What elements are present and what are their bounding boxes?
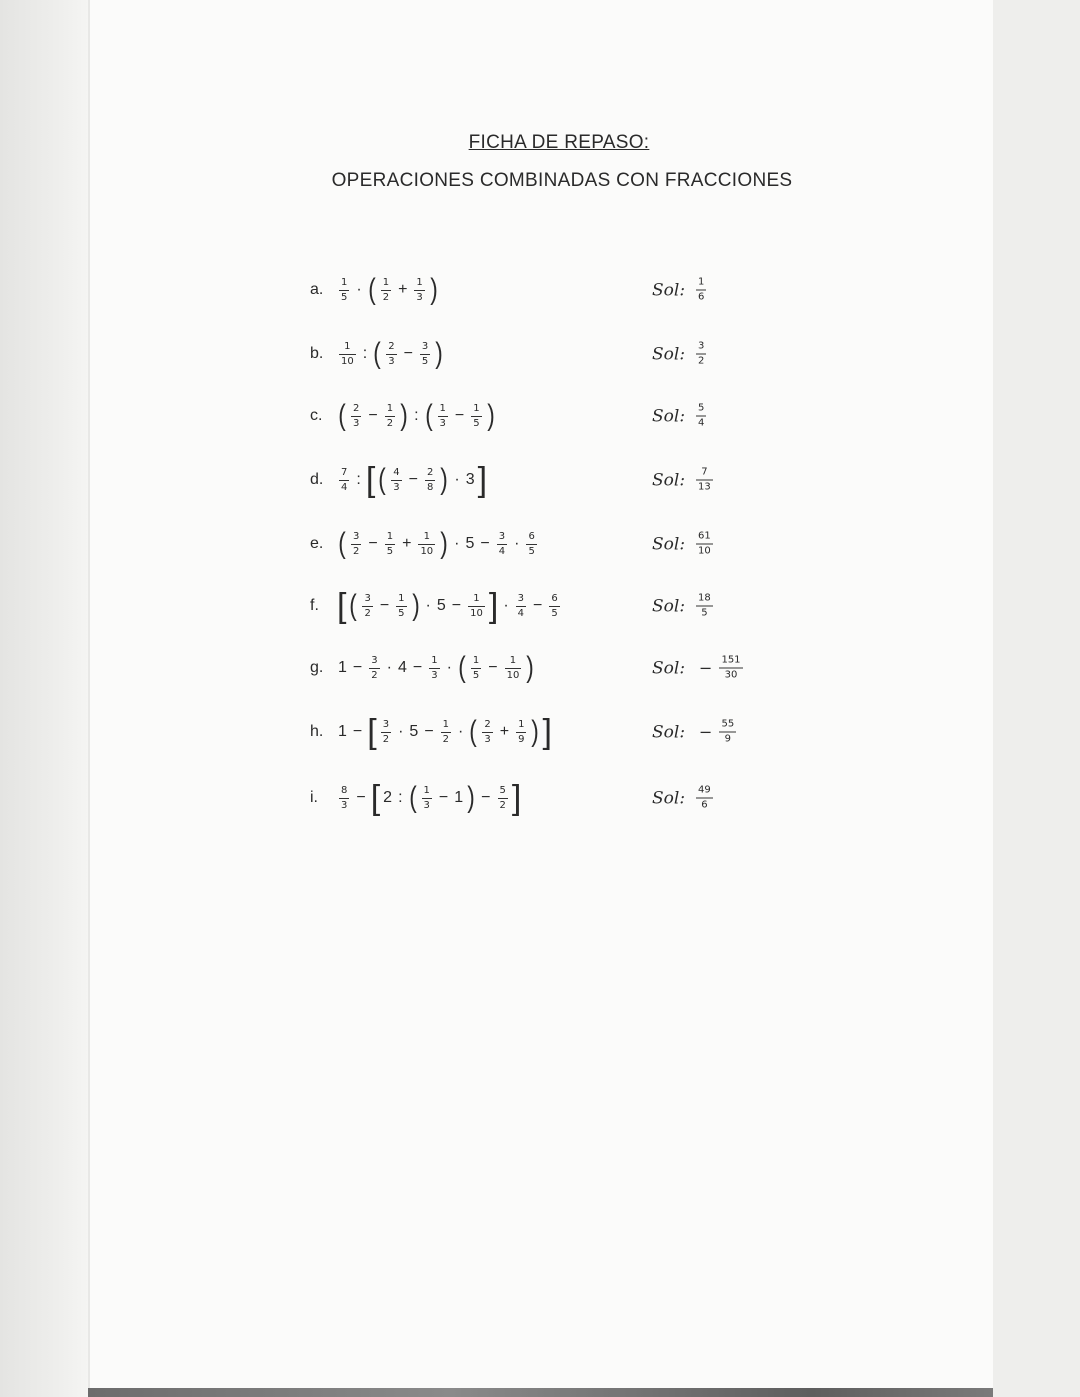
denominator: 2 <box>386 417 394 429</box>
exercise-row-b <box>0 326 1080 382</box>
denominator: 4 <box>498 545 506 557</box>
fraction <box>339 278 349 303</box>
fraction <box>441 720 451 745</box>
fraction-bar <box>482 732 492 733</box>
denominator: 3 <box>341 799 348 811</box>
denominator: 8 <box>427 481 434 493</box>
operator: : <box>356 471 361 488</box>
fraction <box>369 656 379 681</box>
numerator: 8 <box>341 784 348 796</box>
numerator: 1 <box>431 654 438 666</box>
fraction <box>339 786 349 811</box>
solution-label: Sol: <box>652 534 686 554</box>
fraction-bar <box>429 668 439 669</box>
solution-fraction <box>696 532 713 557</box>
denominator: 6 <box>698 291 705 303</box>
solution-fraction <box>719 656 742 681</box>
denominator: 3 <box>439 417 446 429</box>
exercise-letter: c. <box>310 407 323 424</box>
denominator: 3 <box>388 355 395 367</box>
solution-fraction <box>696 342 706 367</box>
fraction-bar <box>516 606 526 607</box>
fraction-bar <box>696 354 706 355</box>
fraction <box>497 532 507 557</box>
denominator: 5 <box>701 607 708 619</box>
denominator: 6 <box>701 799 708 811</box>
numerator: 6 <box>528 530 535 542</box>
bracket: [ <box>337 587 347 625</box>
bracket: ] <box>477 461 488 499</box>
exercise-row-e <box>0 516 1080 572</box>
denominator: 2 <box>364 607 371 619</box>
fraction <box>438 404 448 429</box>
fraction <box>351 404 361 429</box>
integer: 5 <box>409 723 419 740</box>
denominator: 4 <box>517 607 525 619</box>
fraction-bar <box>471 416 481 417</box>
denominator: 2 <box>382 733 390 745</box>
fraction-bar <box>396 606 406 607</box>
numerator: 4 <box>393 466 400 478</box>
solution-sign: − <box>699 658 713 678</box>
operator: · <box>454 471 460 488</box>
fraction-bar <box>505 668 522 669</box>
exercise-letter: d. <box>310 471 324 488</box>
fraction-bar <box>696 480 713 481</box>
operator: − <box>438 789 449 806</box>
numerator: 1 <box>423 784 430 796</box>
fraction-bar <box>425 480 435 481</box>
operator: − <box>356 789 366 806</box>
exercise-letter: e. <box>310 535 324 552</box>
numerator: 3 <box>382 718 390 730</box>
solution <box>652 532 716 557</box>
numerator: 2 <box>353 402 360 414</box>
parenthesis: ) <box>400 399 408 432</box>
exercise-row-g <box>0 640 1080 696</box>
operator: − <box>412 659 423 676</box>
fraction <box>362 594 372 619</box>
exercise-row-d <box>0 452 1080 508</box>
fraction-bar <box>497 544 507 545</box>
operator: − <box>451 597 462 614</box>
fraction <box>422 786 432 811</box>
fraction-bar <box>441 732 451 733</box>
bracket: ] <box>511 779 522 817</box>
solution-label: Sol: <box>652 344 686 364</box>
numerator: 1 <box>344 340 351 352</box>
operator: − <box>352 723 363 740</box>
denominator: 5 <box>341 291 348 303</box>
exercise-expression <box>336 275 440 305</box>
numerator: 1 <box>423 530 430 542</box>
parenthesis: ( <box>458 651 466 684</box>
fraction-bar <box>438 416 448 417</box>
parenthesis: ) <box>440 463 449 496</box>
fraction-bar <box>516 732 526 733</box>
numerator: 49 <box>698 784 711 796</box>
denominator: 10 <box>420 545 434 557</box>
fraction <box>381 278 391 303</box>
fraction-bar <box>391 480 401 481</box>
fraction-bar <box>339 798 349 799</box>
fraction <box>414 278 424 303</box>
fraction <box>549 594 559 619</box>
integer: 1 <box>338 659 347 676</box>
fraction <box>396 594 406 619</box>
numerator: 3 <box>517 592 525 604</box>
parenthesis: ( <box>408 781 417 814</box>
fraction-bar <box>362 606 372 607</box>
numerator: 1 <box>382 276 390 288</box>
exercise-expression <box>336 589 563 623</box>
fraction-bar <box>381 290 391 291</box>
fraction-bar <box>339 290 349 291</box>
numerator: 5 <box>499 784 506 796</box>
operator: · <box>425 597 431 614</box>
numerator: 1 <box>518 718 525 730</box>
parenthesis: ( <box>367 273 376 306</box>
fraction-bar <box>696 798 713 799</box>
fraction-bar <box>385 544 395 545</box>
fraction <box>385 532 395 557</box>
integer: 1 <box>338 723 347 740</box>
bracket: [ <box>365 461 376 499</box>
denominator: 2 <box>698 355 705 367</box>
denominator: 10 <box>506 669 520 681</box>
exercise-expression <box>336 463 488 497</box>
parenthesis: ) <box>467 781 475 814</box>
fraction <box>505 656 522 681</box>
fraction-bar <box>422 798 432 799</box>
solution <box>652 342 709 367</box>
numerator: 55 <box>721 718 735 730</box>
exercise-letter: a. <box>310 281 324 298</box>
operator: − <box>481 789 491 806</box>
exercise-expression <box>336 781 522 815</box>
integer: 5 <box>465 535 475 552</box>
fraction-bar <box>696 606 713 607</box>
fraction <box>468 594 485 619</box>
operator: − <box>368 407 378 424</box>
operator: − <box>480 535 490 552</box>
fraction-bar <box>381 732 391 733</box>
bracket: [ <box>367 713 377 751</box>
numerator: 3 <box>371 654 378 666</box>
fraction <box>516 594 526 619</box>
parenthesis: ( <box>469 715 478 748</box>
numerator: 1 <box>341 276 348 288</box>
solution <box>652 786 716 811</box>
operator: − <box>403 345 413 362</box>
numerator: 3 <box>353 530 360 542</box>
bracket: ] <box>542 713 552 751</box>
fraction-bar <box>351 544 361 545</box>
denominator: 9 <box>518 733 525 745</box>
solution <box>652 278 709 303</box>
exercise-letter: i. <box>310 789 318 806</box>
operator: − <box>379 597 390 614</box>
exercise-letter: f. <box>310 597 319 614</box>
parenthesis: ) <box>435 337 444 370</box>
fraction <box>339 342 356 367</box>
integer: 5 <box>436 597 446 614</box>
numerator: 1 <box>386 402 394 414</box>
exercise-row-h <box>0 704 1080 760</box>
fraction <box>471 656 481 681</box>
denominator: 4 <box>341 481 348 493</box>
numerator: 1 <box>442 718 450 730</box>
fraction <box>339 468 349 493</box>
solution <box>652 594 716 619</box>
numerator: 6 <box>551 592 558 604</box>
operator: + <box>402 535 412 552</box>
operator: · <box>356 281 362 298</box>
solution <box>652 468 716 493</box>
solution-fraction <box>696 404 706 429</box>
fraction <box>420 342 430 367</box>
operator: − <box>368 535 378 552</box>
numerator: 5 <box>698 402 705 414</box>
denominator: 4 <box>698 417 705 429</box>
numerator: 1 <box>473 592 480 604</box>
numerator: 3 <box>421 340 429 352</box>
denominator: 5 <box>398 607 405 619</box>
exercise-letter: h. <box>310 723 324 740</box>
denominator: 5 <box>473 417 480 429</box>
solution <box>652 404 709 429</box>
integer: 3 <box>465 471 475 488</box>
fraction-bar <box>719 668 742 669</box>
fraction-bar <box>386 354 396 355</box>
operator: · <box>458 723 464 740</box>
numerator: 7 <box>341 466 348 478</box>
operator: + <box>499 723 510 740</box>
fraction <box>381 720 391 745</box>
fraction-bar <box>414 290 424 291</box>
exercise-expression <box>336 401 497 431</box>
parenthesis: ) <box>411 589 420 622</box>
solution-label: Sol: <box>652 596 686 616</box>
worksheet-title: FICHA DE REPASO: <box>468 132 650 153</box>
operator: − <box>408 471 418 488</box>
fraction-bar <box>549 606 559 607</box>
numerator: 61 <box>698 530 711 542</box>
fraction <box>526 532 536 557</box>
exercise-row-i <box>0 770 1080 826</box>
denominator: 3 <box>423 799 430 811</box>
denominator: 3 <box>353 417 360 429</box>
parenthesis: ) <box>486 399 495 432</box>
operator: · <box>514 535 520 552</box>
exercise-expression <box>336 339 445 369</box>
fraction-bar <box>471 668 481 669</box>
operator: · <box>454 535 460 552</box>
solution-label: Sol: <box>652 658 686 678</box>
parenthesis: ) <box>531 715 540 748</box>
solution-fraction <box>696 786 713 811</box>
denominator: 13 <box>698 481 711 493</box>
parenthesis: ( <box>424 399 433 432</box>
solution <box>652 656 746 681</box>
fraction-bar <box>526 544 536 545</box>
fraction <box>418 532 435 557</box>
integer: 1 <box>454 789 464 806</box>
fraction-bar <box>696 544 713 545</box>
denominator: 9 <box>724 733 731 745</box>
numerator: 1 <box>698 276 705 288</box>
parenthesis: ( <box>373 337 381 370</box>
fraction <box>516 720 526 745</box>
parenthesis: ) <box>440 527 448 560</box>
fraction-bar <box>369 668 379 669</box>
fraction-bar <box>498 798 508 799</box>
fraction <box>391 468 401 493</box>
fraction <box>498 786 508 811</box>
fraction-bar <box>696 290 706 291</box>
numerator: 3 <box>698 340 705 352</box>
fraction <box>385 404 395 429</box>
exercise-row-a <box>0 262 1080 318</box>
fraction <box>482 720 492 745</box>
numerator: 1 <box>439 402 446 414</box>
operator: : <box>362 345 368 362</box>
operator: − <box>454 407 465 424</box>
bracket: [ <box>370 779 381 817</box>
parenthesis: ( <box>338 399 346 432</box>
denominator: 10 <box>470 607 483 619</box>
denominator: 3 <box>416 291 423 303</box>
parenthesis: ( <box>378 463 387 496</box>
exercise-row-c <box>0 388 1080 444</box>
operator: − <box>352 659 363 676</box>
solution-label: Sol: <box>652 280 686 300</box>
bracket: ] <box>488 587 499 625</box>
exercise-expression <box>336 715 553 749</box>
denominator: 2 <box>499 799 506 811</box>
fraction-bar <box>696 416 706 417</box>
denominator: 2 <box>442 733 450 745</box>
denominator: 5 <box>472 669 480 681</box>
fraction-bar <box>420 354 430 355</box>
operator: − <box>424 723 434 740</box>
parenthesis: ( <box>338 527 346 560</box>
fraction <box>386 342 396 367</box>
numerator: 3 <box>498 530 506 542</box>
parenthesis: ) <box>526 651 535 684</box>
fraction <box>471 404 481 429</box>
fraction <box>351 532 361 557</box>
operator: · <box>446 659 452 676</box>
denominator: 5 <box>528 545 535 557</box>
solution-fraction <box>696 594 713 619</box>
solution-fraction <box>719 720 736 745</box>
fraction-bar <box>418 544 435 545</box>
fraction-bar <box>719 732 736 733</box>
numerator: 1 <box>416 276 423 288</box>
operator: − <box>533 597 543 614</box>
numerator: 18 <box>698 592 711 604</box>
fraction-bar <box>468 606 485 607</box>
numerator: 1 <box>472 654 480 666</box>
denominator: 5 <box>551 607 558 619</box>
operator: · <box>386 659 392 676</box>
denominator: 30 <box>724 669 738 681</box>
integer: 4 <box>397 659 407 676</box>
solution-sign: − <box>699 722 713 742</box>
numerator: 2 <box>427 466 434 478</box>
denominator: 3 <box>393 481 400 493</box>
solution-fraction <box>696 468 713 493</box>
solution-label: Sol: <box>652 406 686 426</box>
denominator: 2 <box>371 669 378 681</box>
numerator: 1 <box>509 654 517 666</box>
numerator: 1 <box>398 592 405 604</box>
operator: : <box>414 407 419 424</box>
exercise-row-f <box>0 578 1080 634</box>
numerator: 2 <box>388 340 395 352</box>
fraction-bar <box>351 416 361 417</box>
exercise-expression <box>336 529 540 559</box>
numerator: 1 <box>473 402 480 414</box>
denominator: 10 <box>698 545 711 557</box>
exercise-expression <box>336 653 536 683</box>
fraction-bar <box>339 354 356 355</box>
fraction <box>429 656 439 681</box>
fraction-bar <box>385 416 395 417</box>
fraction-bar <box>339 480 349 481</box>
denominator: 2 <box>353 545 360 557</box>
parenthesis: ) <box>430 273 438 306</box>
solution-label: Sol: <box>652 788 686 808</box>
numerator: 151 <box>721 654 741 666</box>
numerator: 2 <box>484 718 491 730</box>
numerator: 7 <box>701 466 708 478</box>
operator: : <box>398 789 403 806</box>
denominator: 3 <box>431 669 438 681</box>
parenthesis: ( <box>349 589 358 622</box>
fraction <box>425 468 435 493</box>
solution-fraction <box>696 278 706 303</box>
worksheet-subtitle: OPERACIONES COMBINADAS CON FRACCIONES <box>331 170 793 191</box>
solution-label: Sol: <box>652 470 686 490</box>
scan-left-edge <box>0 0 88 1397</box>
denominator: 5 <box>421 355 429 367</box>
integer: 2 <box>383 789 393 806</box>
operator: − <box>488 659 498 676</box>
denominator: 3 <box>484 733 491 745</box>
solution <box>652 720 739 745</box>
numerator: 3 <box>364 592 371 604</box>
operator: · <box>398 723 404 740</box>
operator: + <box>398 281 408 298</box>
denominator: 5 <box>386 545 394 557</box>
numerator: 1 <box>386 530 394 542</box>
denominator: 2 <box>382 291 390 303</box>
scan-bottom-edge <box>88 1388 993 1397</box>
exercise-letter: b. <box>310 345 324 362</box>
exercise-letter: g. <box>310 659 324 676</box>
solution-label: Sol: <box>652 722 686 742</box>
operator: · <box>503 597 509 614</box>
denominator: 10 <box>341 355 354 367</box>
